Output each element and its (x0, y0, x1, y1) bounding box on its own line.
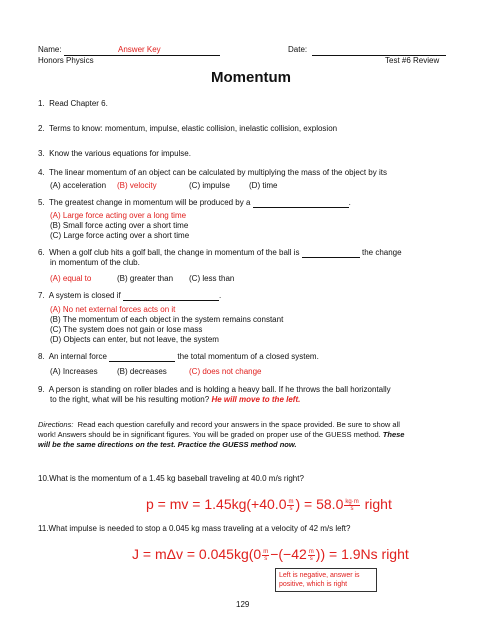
q4-option-a: (A) acceleration (50, 181, 107, 190)
q7-blank (123, 291, 219, 301)
course-label: Honors Physics (38, 56, 94, 65)
name-label: Name: (38, 45, 62, 54)
question-7: 7. A system is closed if . (38, 291, 222, 300)
q7-option-b: (B) The momentum of each object in the system remains constant (50, 315, 284, 324)
question-9: 9. A person is standing on roller blades and is holding a heavy ball. If he throws the ball horizontally (38, 385, 391, 394)
q8-option-b: (B) decreases (117, 367, 167, 376)
question-8: 8. An internal force the total momentum of a closed system. (38, 352, 319, 361)
name-field (64, 45, 220, 56)
question-10: 10.What is the momentum of a 1.45 kg baseball traveling at 40.0 m/s right? (38, 474, 304, 483)
q8-option-c: (C) does not change (189, 367, 262, 376)
page-title: Momentum (211, 69, 291, 86)
question-3: 3. Know the various equations for impulse. (38, 149, 191, 158)
q7-option-a: (A) No net external forces acts on it (50, 305, 176, 314)
question-6-line2: in momentum of the club. (50, 258, 140, 267)
q10-answer-equation: p = mv = 1.45kg(+40.0 $\frac{m}{s}$ ) = 58.0 $\frac{kg\cdot m}{s}$ right (146, 496, 392, 512)
q6-option-b: (B) greater than (117, 274, 174, 283)
page-number: 129 (236, 600, 250, 609)
directions-label: Directions: (38, 420, 74, 429)
test-label: Test #6 Review (385, 56, 440, 65)
q4-option-b: (B) velocity (117, 181, 157, 190)
q4-option-d: (D) time (249, 181, 278, 190)
q5-option-b: (B) Small force acting over a short time (50, 221, 189, 230)
date-label: Date: (288, 45, 308, 54)
date-field (312, 45, 446, 56)
q6-blank (302, 248, 360, 258)
q11-answer-equation: J = mΔv = 0.045kg(0 $\frac{m}{s}$ −(−42 $\frac{m}{s}$ )) = 1.9Ns right (132, 546, 409, 562)
question-1: 1. Read Chapter 6. (38, 99, 108, 108)
q9-answer: He will move to the left. (211, 395, 301, 404)
q7-option-d: (D) Objects can enter, but not leave, the system (50, 335, 219, 344)
q6-option-a: (A) equal to (50, 274, 92, 283)
question-9-line2: to the right, what will be his resulting motion? He will move to the left. (50, 395, 301, 404)
question-6: 6. When a golf club hits a golf ball, the change in momentum of the ball is the change (38, 248, 402, 257)
q7-option-c: (C) The system does not gain or lose mass (50, 325, 203, 334)
question-11: 11.What impulse is needed to stop a 0.045 kg mass traveling at a velocity of 42 m/s left? (38, 524, 351, 533)
q5-blank (253, 198, 349, 208)
question-4: 4. The linear momentum of an object can be calculated by multiplying the mass of the object by its (38, 168, 387, 177)
question-5: 5. The greatest change in momentum will be produced by a . (38, 198, 351, 207)
directions: Directions: Read each question carefully and record your answers in the space provided. Be sure to show all work! Answers should be in significant figures. You will be graded on proper use of the GUESS method. These will be the same directions on the test. Practice the GUESS method now. (38, 420, 405, 449)
question-2: 2. Terms to know: momentum, impulse, elastic collision, inelastic collision, explosion (38, 124, 338, 133)
q8-option-a: (A) Increases (50, 367, 98, 376)
q5-option-a: (A) Large force acting over a long time (50, 211, 187, 220)
q4-option-c: (C) impulse (189, 181, 230, 190)
q5-option-c: (C) Large force acting over a short time (50, 231, 190, 240)
q8-blank (109, 352, 175, 362)
name-value: Answer Key (118, 45, 161, 54)
q6-option-c: (C) less than (189, 274, 235, 283)
q11-note-box: Left is negative, answer is positive, which is right (275, 568, 377, 592)
